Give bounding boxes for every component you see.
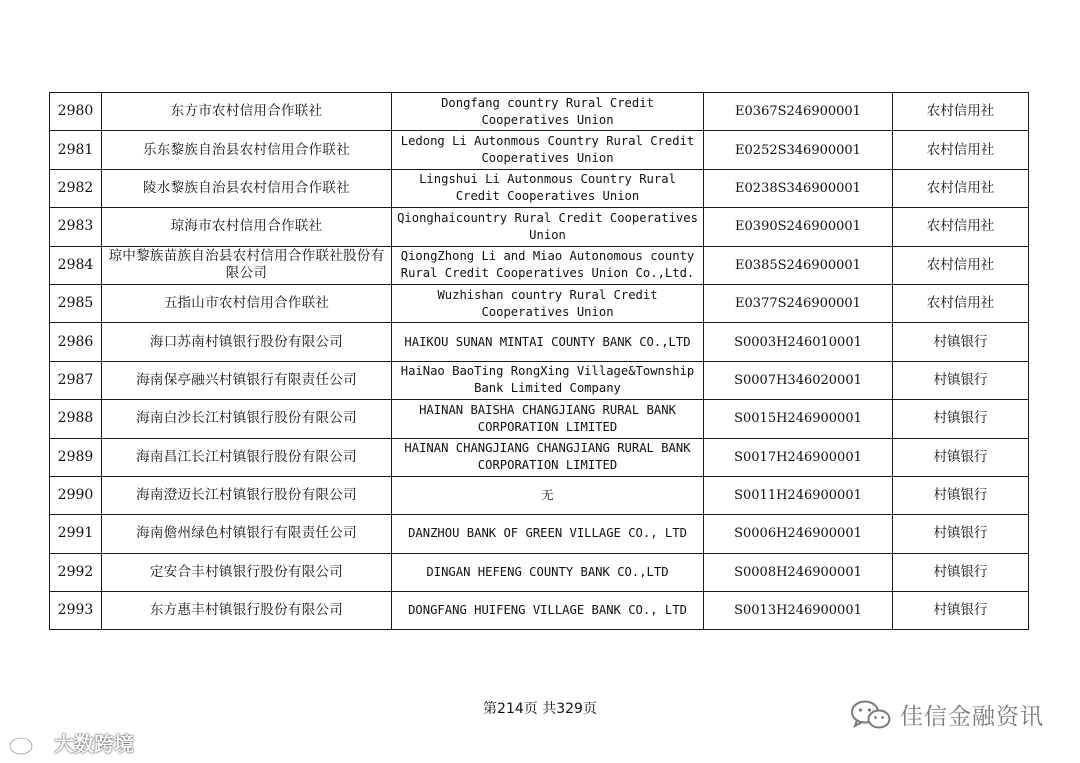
chinese-name-cell: 海南白沙长江村镇银行股份有限公司 [102, 400, 392, 438]
english-name-cell: HAINAN BAISHA CHANGJIANG RURAL BANK CORPORATION LIMITED [392, 400, 704, 438]
institution-code-cell: S0006H246900001 [704, 515, 893, 553]
table-row [50, 169, 1029, 207]
institution-type-cell: 村镇银行 [893, 361, 1029, 399]
table-row [50, 131, 1029, 169]
table-row [50, 400, 1029, 438]
chinese-name-cell: 五指山市农村信用合作联社 [102, 284, 392, 322]
row-number-cell: 2983 [50, 208, 102, 246]
row-number-cell: 2980 [50, 93, 102, 131]
table-body [50, 93, 1029, 630]
table-row [50, 515, 1029, 553]
watermark-right [850, 698, 1044, 731]
table-row [50, 246, 1029, 284]
institution-code-cell: S0008H246900001 [704, 553, 893, 591]
table-row [50, 476, 1029, 514]
row-number-cell: 2985 [50, 284, 102, 322]
chinese-name-cell: 琼海市农村信用合作联社 [102, 208, 392, 246]
table-row [50, 208, 1029, 246]
institution-type-cell: 村镇银行 [893, 553, 1029, 591]
institution-code-cell: S0011H246900001 [704, 476, 893, 514]
chinese-name-cell: 乐东黎族自治县农村信用合作联社 [102, 131, 392, 169]
chinese-name-cell: 东方惠丰村镇银行股份有限公司 [102, 592, 392, 630]
chinese-name-cell: 海南昌江长江村镇银行股份有限公司 [102, 438, 392, 476]
institution-type-cell: 农村信用社 [893, 208, 1029, 246]
institution-type-cell: 农村信用社 [893, 93, 1029, 131]
table-row [50, 592, 1029, 630]
row-number-cell: 2992 [50, 553, 102, 591]
institution-code-cell: E0385S246900001 [704, 246, 893, 284]
institution-code-cell: E0367S246900001 [704, 93, 893, 131]
english-name-cell: 无 [392, 476, 704, 514]
row-number-cell: 2986 [50, 323, 102, 361]
institution-type-cell: 村镇银行 [893, 400, 1029, 438]
chinese-name-cell: 陵水黎族自治县农村信用合作联社 [102, 169, 392, 207]
institution-type-cell: 村镇银行 [893, 323, 1029, 361]
row-number-cell: 2991 [50, 515, 102, 553]
english-name-cell: Ledong Li Autonmous Country Rural Credit Cooperatives Union [392, 131, 704, 169]
english-name-cell: QiongZhong Li and Miao Autonomous county Rural Credit Cooperatives Union Co.,Ltd. [392, 246, 704, 284]
row-number-cell: 2989 [50, 438, 102, 476]
chinese-name-cell: 海南保亭融兴村镇银行有限责任公司 [102, 361, 392, 399]
institution-type-cell: 村镇银行 [893, 476, 1029, 514]
english-name-cell: DANZHOU BANK OF GREEN VILLAGE CO., LTD [392, 515, 704, 553]
table-row [50, 553, 1029, 591]
institution-code-cell: S0007H346020001 [704, 361, 893, 399]
row-number-cell: 2982 [50, 169, 102, 207]
english-name-cell: Dongfang country Rural Credit Cooperatives Union [392, 93, 704, 131]
chinese-name-cell: 琼中黎族苗族自治县农村信用合作联社股份有限公司 [102, 246, 392, 284]
watermark-right-text: 佳信金融资讯 [900, 704, 1044, 730]
chinese-name-cell: 东方市农村信用合作联社 [102, 93, 392, 131]
chinese-name-cell: 海南儋州绿色村镇银行有限责任公司 [102, 515, 392, 553]
row-number-cell: 2987 [50, 361, 102, 399]
table-row [50, 323, 1029, 361]
institution-code-cell: E0252S346900001 [704, 131, 893, 169]
wechat-icon [850, 699, 892, 731]
institution-type-cell: 农村信用社 [893, 284, 1029, 322]
institution-code-cell: S0017H246900001 [704, 438, 893, 476]
chinese-name-cell: 定安合丰村镇银行股份有限公司 [102, 553, 392, 591]
row-number-cell: 2984 [50, 246, 102, 284]
row-number-cell: 2993 [50, 592, 102, 630]
institution-type-cell: 农村信用社 [893, 131, 1029, 169]
table-row [50, 284, 1029, 322]
english-name-cell: DONGFANG HUIFENG VILLAGE BANK CO., LTD [392, 592, 704, 630]
institution-table [49, 92, 1029, 630]
institution-type-cell: 村镇银行 [893, 438, 1029, 476]
english-name-cell: Lingshui Li Autonmous Country Rural Credit Cooperatives Union [392, 169, 704, 207]
institution-type-cell: 村镇银行 [893, 515, 1029, 553]
page-number: 第214页 共329页 [483, 701, 597, 717]
institution-code-cell: S0003H246010001 [704, 323, 893, 361]
watermark-left [8, 728, 134, 757]
watermark-left-text: 大数跨境 [54, 732, 134, 756]
english-name-cell: HAINAN CHANGJIANG CHANGJIANG RURAL BANK CORPORATION LIMITED [392, 438, 704, 476]
row-number-cell: 2981 [50, 131, 102, 169]
institution-type-cell: 村镇银行 [893, 592, 1029, 630]
weibo-icon [8, 730, 50, 756]
english-name-cell: Qionghaicountry Rural Credit Cooperatives Union [392, 208, 704, 246]
table-row [50, 93, 1029, 131]
institution-code-cell: E0377S246900001 [704, 284, 893, 322]
institution-code-cell: E0390S246900001 [704, 208, 893, 246]
table-row [50, 438, 1029, 476]
institution-code-cell: S0013H246900001 [704, 592, 893, 630]
institution-code-cell: S0015H246900001 [704, 400, 893, 438]
english-name-cell: DINGAN HEFENG COUNTY BANK CO.,LTD [392, 553, 704, 591]
chinese-name-cell: 海南澄迈长江村镇银行股份有限公司 [102, 476, 392, 514]
english-name-cell: HAIKOU SUNAN MINTAI COUNTY BANK CO.,LTD [392, 323, 704, 361]
english-name-cell: HaiNao BaoTing RongXing Village&Township Bank Limited Company [392, 361, 704, 399]
table-row [50, 361, 1029, 399]
row-number-cell: 2990 [50, 476, 102, 514]
row-number-cell: 2988 [50, 400, 102, 438]
english-name-cell: Wuzhishan country Rural Credit Cooperatives Union [392, 284, 704, 322]
institution-type-cell: 农村信用社 [893, 169, 1029, 207]
institution-type-cell: 农村信用社 [893, 246, 1029, 284]
chinese-name-cell: 海口苏南村镇银行股份有限公司 [102, 323, 392, 361]
institution-code-cell: E0238S346900001 [704, 169, 893, 207]
